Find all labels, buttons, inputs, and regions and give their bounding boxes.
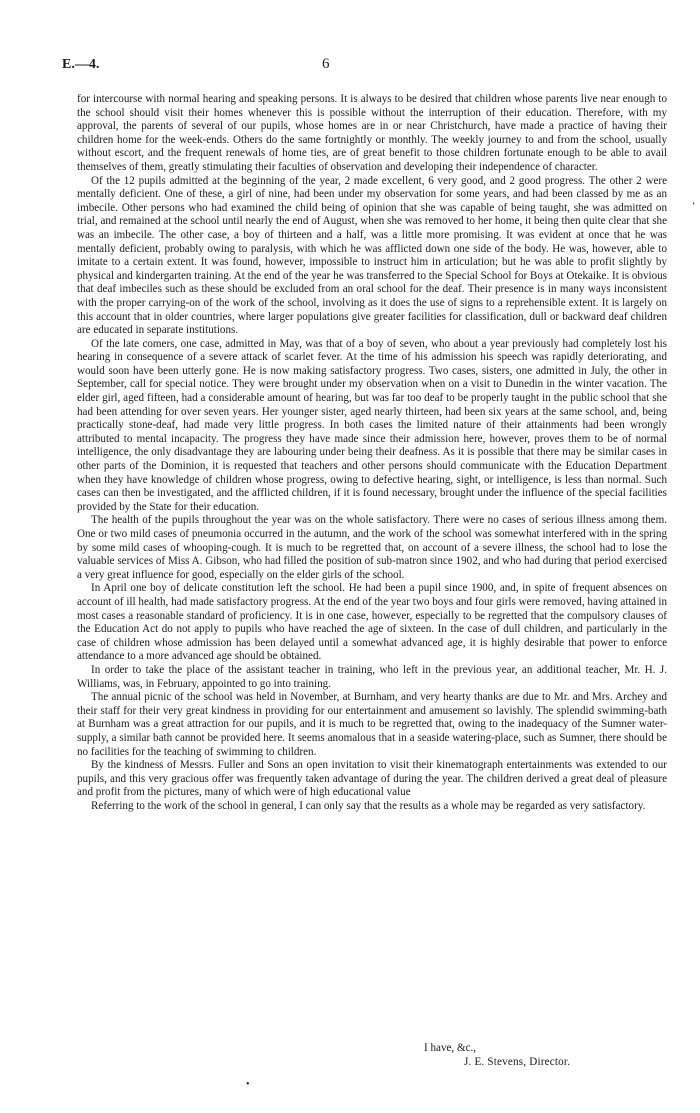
paragraph: for intercourse with normal hearing and speaking persons. It is always to be desired that children whose parents live near enough to the school should visit their homes whenever this is possible without the interruption of their education. Therefore, with my approval, the parents of several of our pupils, whose homes are in or near Christchurch, have made a practice of having their children home for the week-ends. Others do the same fortnightly or monthly. The weekly journey to and from the school, usually without escort, and the frequent renewals of home ties, are of great benefit to those children fortunate enough to be able to avail themselves of them, greatly stimulating their faculties of observation and developing their independence of character. (77, 93, 667, 173)
paragraph: Of the 12 pupils admitted at the beginning of the year, 2 made excellent, 6 very good, and 2 good progress. The other 2 were mentally deficient. One of these, a girl of nine, had been under my observation for some years, and had been classed by me as an imbecile. Other persons who had examined the child being of opinion that she was capable of being taught, she was admitted on trial, and remained at the school until nearly the end of August, when she was removed to her home, it being then quite clear that she was an imbecile. The other case, a boy of thirteen and a half, was a little more promising. It was evident at once that he was mentally deficient, probably owing to paralysis, with which he was afflicted down one side of the body. He was, however, able to imitate to a certain extent. It was found, however, impossible to instruct him in articulation; but he was able to profit slightly by physical and kindergarten training. At the end of the year he was transferred to the Special School for Boys at Otekaike. It is obvious that deaf imbeciles such as these should be excluded from an oral school for the deaf. Their presence is in many ways inconsistent with the proper carrying-on of the work of the school, involving as it does the use of signs to a reprehensible extent. It is largely on this account that in older countries, where larger populations give greater facilities for classification, dull or backward deaf children are educated in separate institutions. (77, 174, 667, 337)
report-body (77, 93, 667, 813)
dot-mark-icon: • (246, 1079, 250, 1090)
salutation: I have, &c., (424, 1042, 477, 1054)
signature: J. E. Stevens, Director. (464, 1055, 571, 1068)
paragraph: In April one boy of delicate constitution left the school. He had been a pupil since 1900, and, in spite of frequent absences on account of ill health, had made satisfactory progress. At the end of the year two boys and four girls were removed, having attained in most cases a reasonable standard of proficiency. It is in one case, however, especially to be regretted that the compulsory clauses of the Education Act do not apply to pupils who have reached the age of sixteen. In the case of dull children, and particularly in the case of children whose admission has been delayed until a somewhat advanced age, it is highly desirable that power to enforce attendance to a more advanced age should be obtained. (77, 582, 667, 663)
paragraph: The annual picnic of the school was held in November, at Burnham, and very hearty thanks are due to Mr. and Mrs. Archey and their staff for their very great kindness in providing for our entertainment and amusement so lavishly. The splendid swimming-bath at Burnham was a great attraction for our pupils, and it is much to be regretted that, owing to the inadequacy of the Sumner water-supply, a similar bath cannot be provided here. It seems anomalous that in a seaside watering-place, such as Sumner, there should be no facilities for the teaching of swimming to children. (77, 691, 667, 758)
document-reference: E.—4. (62, 57, 100, 72)
paragraph: In order to take the place of the assistant teacher in training, who left in the previous year, an additional teacher, Mr. H. J. Williams, was, in February, appointed to go into training. (77, 663, 667, 690)
paragraph: By the kindness of Messrs. Fuller and Sons an open invitation to visit their kinematograph entertainments was extended to our pupils, and this very gracious offer was frequently taken advantage of during the year. The children derived a great deal of pleasure and profit from the pictures, many of which were of high educational value (77, 759, 667, 799)
paragraph: The health of the pupils throughout the year was on the whole satisfactory. There were no cases of serious illness among them. One or two mild cases of pneumonia occurred in the autumn, and the work of the school was somewhat interfered with in the spring by some mild cases of whooping-cough. It is much to be regretted that, on account of a severe illness, the school had to lose the valuable services of Miss A. Gibson, who had filled the position of sub-matron since 1902, and who had during that period exercised a very great influence for good, especially on the elder girls of the school. (77, 514, 667, 581)
closing-block (424, 1042, 674, 1069)
paragraph: Referring to the work of the school in general, I can only say that the results as a whole may be regarded as very satisfactory. (91, 799, 646, 812)
paragraph: Of the late comers, one case, admitted in May, was that of a boy of seven, who about a year previously had completely lost his hearing in consequence of a severe attack of scarlet fever. At the time of his admission his speech was rapidly deteriorating, and would soon have been utterly gone. He is now making satisfactory progress. Two cases, sisters, one admitted in July, the other in September, call for special notice. They were brought under my observation when on a visit to Dunedin in the winter vacation. The elder girl, aged fifteen, had a considerable amount of hearing, but was far too deaf to be properly taught in the public school that she had been attending for over seven years. Her younger sister, aged nearly thirteen, had been six years at the same school, and, being practically stone-deaf, had made very little progress. In both cases the limited nature of their attainments had been wrongly attributed to mental incapacity. The progress they have made since their admission here, however, proves them to be of normal intelligence, the only disadvantage they are labouring under being their deafness. As it is possible that there may be similar cases in other parts of the Dominion, it is requested that teachers and other persons should communicate with the Education Department when they have knowledge of children whose progress, owing to defective hearing, sight, or intelligence, is less than normal. Such cases can then be investigated, and the afflicted children, if it is found necessary, brought under the influence of the special facilities provided by the State for their education. (77, 337, 667, 513)
margin-mark-icon: ‘ (692, 201, 696, 212)
page-number: 6 (322, 56, 330, 72)
